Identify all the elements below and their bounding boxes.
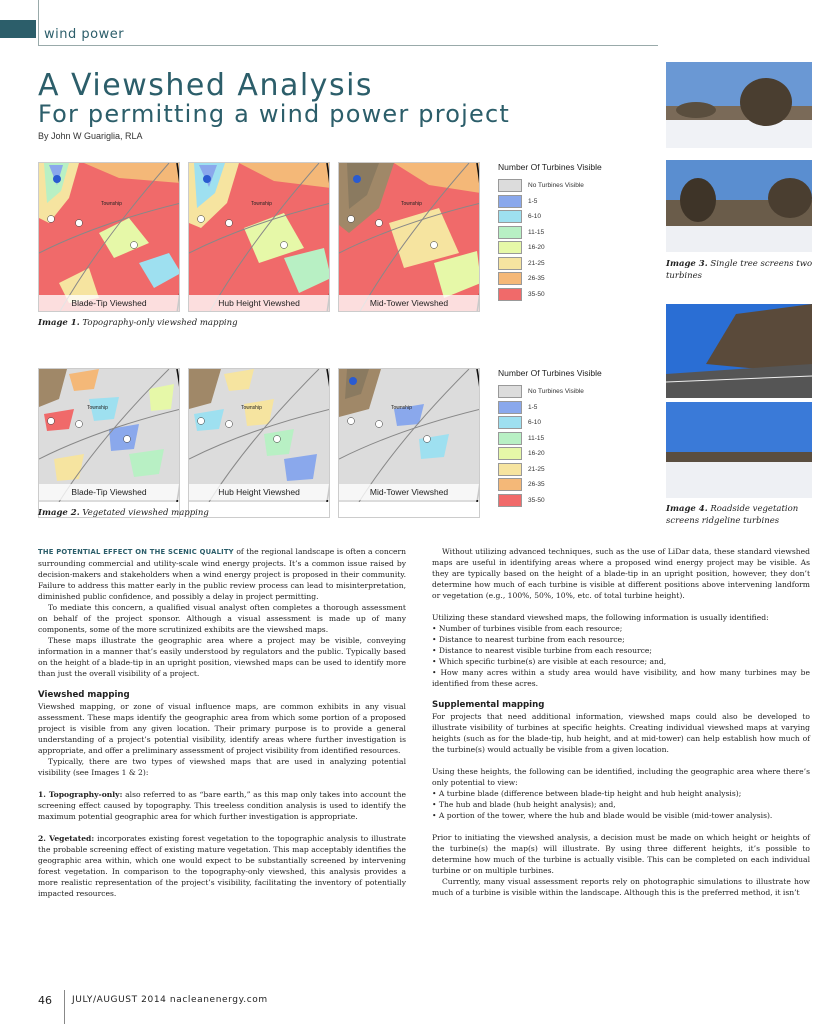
caption-text: Roadside vegetation screens ridgeline turbines	[666, 504, 799, 526]
legend-rows	[498, 384, 638, 508]
legend-swatch	[498, 478, 522, 491]
legend-swatch	[498, 226, 522, 239]
legend-label: 16-20	[528, 450, 545, 458]
article-subtitle: For permitting a wind power project	[38, 100, 510, 128]
caption-text: Single tree screens two turbines	[666, 259, 813, 281]
map-town-label: Township	[251, 201, 272, 207]
map-hub-height-vegetated	[188, 368, 330, 518]
map-town-label: Township	[87, 405, 108, 411]
legend-label: 16-20	[528, 244, 545, 252]
legend-label: 6-10	[528, 213, 542, 221]
legend-label: 26-35	[528, 275, 545, 283]
map-hub-height-topo	[188, 162, 330, 312]
map-mid-tower-topo	[338, 162, 480, 312]
legend-title: Number Of Turbines Visible	[498, 368, 602, 378]
legend-swatch	[498, 494, 522, 507]
legend-label: 11-15	[528, 434, 545, 442]
legend-row	[498, 446, 638, 462]
caption-text: Vegetated viewshed mapping	[82, 508, 209, 518]
legend-label: 11-15	[528, 228, 545, 236]
legend-title: Number Of Turbines Visible	[498, 162, 602, 172]
paragraph	[38, 833, 406, 899]
legend-row	[498, 384, 638, 400]
lead-in: THE POTENTIAL EFFECT ON THE SCENIC QUALITY	[38, 548, 234, 556]
paragraph: For projects that need additional information, viewshed maps could also be developed to illustrate visibility of turbines at specific heights. Creating individual viewshed maps at varying heights (such as for the blade-tip, hub height, and at mid-tower) can help establish how much of the turbine(s) would actually be visible from a given location.	[432, 712, 810, 754]
map-label: Mid-Tower Viewshed	[339, 484, 479, 500]
term: 2. Vegetated:	[38, 834, 95, 843]
list-item: • Which specific turbine(s) are visible at each resource; and,	[432, 656, 810, 667]
caption-label: Image 4.	[666, 504, 708, 514]
article-column-left	[38, 546, 406, 899]
legend-row	[498, 462, 638, 478]
subhead-supplemental: Supplemental mapping	[432, 700, 545, 710]
legend-swatch	[498, 210, 522, 223]
footer-divider	[64, 990, 65, 1024]
section-tag: wind power	[44, 27, 125, 42]
legend-swatch	[498, 257, 522, 270]
paragraph-text: incorporates existing forest vegetation to the topographic analysis to illustrate the probable screening effect of existing mature vegetation. This map acceptably identifies the geographic area within, which one would expect to be substantially screened by intervening forest vegetation. In comparison to the topography-only viewshed, this analysis provides a more realistic representation of the project’s visibility, facilitating the inventory of potentially impacted resources.	[38, 834, 406, 898]
paragraph: Utilizing these standard viewshed maps, the following information is usually identified:	[432, 613, 769, 622]
list-heights	[432, 788, 810, 821]
legend-row	[498, 271, 638, 287]
list-item: • How many acres within a study area would have visibility, and how many turbines may be identified from these acres.	[432, 667, 810, 689]
paragraph	[38, 546, 406, 602]
legend-row	[498, 477, 638, 493]
photo-roadside	[666, 304, 812, 398]
legend-swatch	[498, 272, 522, 285]
map-graphic	[39, 369, 180, 502]
legend-label: 35-50	[528, 290, 545, 298]
map-town-label: Township	[101, 201, 122, 207]
map-graphic	[39, 163, 180, 312]
map-town-label: Township	[401, 201, 422, 207]
list-item: • Distance to nearest visible turbine from each resource;	[432, 645, 810, 656]
legend-swatch	[498, 416, 522, 429]
paragraph: Typically, there are two types of viewshed maps that are used in analyzing potential visibility (see Images 1 & 2):	[38, 757, 406, 777]
list-item: • Distance to nearest turbine from each resource;	[432, 634, 810, 645]
legend-label: 1-5	[528, 403, 538, 411]
legend-swatch	[498, 288, 522, 301]
photo-winter-tree	[666, 62, 812, 148]
paragraph: Using these heights, the following can be identified, including the geographic area where there’s only potential to view:	[432, 767, 810, 787]
legend-label: 6-10	[528, 419, 542, 427]
map-graphic	[339, 369, 480, 502]
image4-caption	[666, 503, 822, 527]
list-item: • The hub and blade (hub height analysis); and,	[432, 799, 810, 810]
header-divider	[38, 45, 658, 46]
paragraph-text: of the regional landscape is often a concern surrounding commercial and utility-scale wind energy projects. It’s a common issue raised by decision-makers and stakeholders when a wind energy project is proposed in their community. Failure to address this matter early in the public review process can lead to misinterpretation, diminished public confidence, and possibly a delay in project permitting.	[38, 547, 406, 601]
issue-and-website: JULY/AUGUST 2014 nacleanenergy.com	[72, 995, 268, 1005]
paragraph	[38, 789, 406, 822]
legend-row	[498, 400, 638, 416]
map-label: Mid-Tower Viewshed	[339, 295, 479, 311]
legend-image1	[498, 162, 638, 302]
term: 1. Topography-only:	[38, 790, 123, 799]
map-town-label: Township	[391, 405, 412, 411]
legend-row	[498, 431, 638, 447]
paragraph: Without utilizing advanced techniques, such as the use of LiDar data, these standard viewshed maps are useful in identifying areas where a proposed wind energy project may be visible. As they are typically based on the height of a blade-tip in an upright position, however, they don’t determine how much of each turbine is visible at different positions above intervening landform or vegetation (e.g., 100%, 50%, 10%, etc. of total turbine height).	[432, 547, 810, 600]
legend-rows	[498, 178, 638, 302]
legend-row	[498, 287, 638, 303]
list-item: • Number of turbines visible from each resource;	[432, 623, 810, 634]
byline: By John W Guariglia, RLA	[38, 131, 143, 141]
paragraph: These maps illustrate the geographic area where a project may be visible, conveying information in a manner that’s easily understood by regulators and the public. Typically based on the height of a blade-tip in an upright position, viewshed maps can be used to identify more than just the overall visibility of a project.	[38, 636, 406, 678]
section-color-block	[0, 20, 36, 38]
map-label: Blade-Tip Viewshed	[39, 484, 179, 500]
legend-row	[498, 178, 638, 194]
paragraph: Prior to initiating the viewshed analysis, a decision must be made on which height or heights of the turbine(s) the map(s) will illustrate. By using three different heights, it’s possible to determine how much of the turbine is actually visible. This can be completed on each individual turbine or on multiple turbines.	[432, 833, 810, 875]
map-blade-tip-topo	[38, 162, 180, 312]
image3-caption	[666, 258, 816, 282]
list-item: • A portion of the tower, where the hub and blade would be visible (mid-tower analysis).	[432, 810, 810, 821]
map-label: Blade-Tip Viewshed	[39, 295, 179, 311]
image2-caption	[38, 508, 209, 518]
article-column-right	[432, 546, 810, 898]
legend-row	[498, 256, 638, 272]
paragraph: To mediate this concern, a qualified visual analyst often completes a thorough assessment on behalf of the project sponsor. Although a visual assessment is made up of many components, some of the more scrutinized exhibits are the viewshed maps.	[38, 603, 406, 634]
caption-label: Image 2.	[38, 508, 80, 518]
paragraph: Currently, many visual assessment reports rely on photographic simulations to illustrate how much of a turbine is visible within the landscape. Although this is the preferred method, it isn’t	[432, 877, 810, 897]
caption-label: Image 3.	[666, 259, 708, 269]
map-label: Hub Height Viewshed	[189, 295, 329, 311]
legend-label: 21-25	[528, 259, 545, 267]
list-item: • A turbine blade (difference between blade-tip height and hub height analysis);	[432, 788, 810, 799]
legend-row	[498, 194, 638, 210]
legend-swatch	[498, 432, 522, 445]
photo-ridgeline	[666, 402, 812, 498]
legend-label: No Turbines Visible	[528, 388, 584, 396]
legend-label: No Turbines Visible	[528, 182, 584, 190]
subhead-viewshed: Viewshed mapping	[38, 690, 130, 700]
map-blade-tip-vegetated	[38, 368, 180, 518]
legend-swatch	[498, 447, 522, 460]
legend-label: 35-50	[528, 496, 545, 504]
legend-row	[498, 225, 638, 241]
list-info	[432, 623, 810, 689]
caption-text: Topography-only viewshed mapping	[82, 318, 238, 328]
legend-swatch	[498, 463, 522, 476]
photo-snow-field	[666, 160, 812, 252]
legend-row	[498, 209, 638, 225]
legend-swatch	[498, 195, 522, 208]
legend-label: 21-25	[528, 465, 545, 473]
paragraph-text: also referred to as “bare earth,” as this map only takes into account the screening effect caused by topography. This treeless condition analysis is used to identify the maximum potential geographic area for which further investigation is appropriate.	[38, 790, 406, 821]
paragraph: Viewshed mapping, or zone of visual influence maps, are common exhibits in any visual assessment. These maps identify the geographic area from which some portion of a proposed project is visible from any given location. Their primary purpose is to provide a general understanding of a project’s potential visibility, identify areas where further investigation is appropriate, and offer a preliminary assessment of project visibility from identified resources.	[38, 702, 406, 755]
header-divider-vertical	[38, 0, 39, 46]
page-number: 46	[38, 994, 52, 1007]
legend-row	[498, 240, 638, 256]
map-graphic	[339, 163, 480, 312]
legend-swatch	[498, 241, 522, 254]
legend-swatch	[498, 179, 522, 192]
map-town-label: Township	[241, 405, 262, 411]
legend-swatch	[498, 401, 522, 414]
legend-image2	[498, 368, 638, 508]
map-mid-tower-vegetated	[338, 368, 480, 518]
article-title: A Viewshed Analysis	[38, 68, 374, 103]
caption-label: Image 1.	[38, 318, 80, 328]
map-graphic	[189, 369, 330, 502]
legend-row	[498, 415, 638, 431]
image1-caption	[38, 318, 238, 328]
legend-label: 26-35	[528, 481, 545, 489]
legend-row	[498, 493, 638, 509]
map-label: Hub Height Viewshed	[189, 484, 329, 500]
map-graphic	[189, 163, 330, 312]
legend-swatch	[498, 385, 522, 398]
legend-label: 1-5	[528, 197, 538, 205]
